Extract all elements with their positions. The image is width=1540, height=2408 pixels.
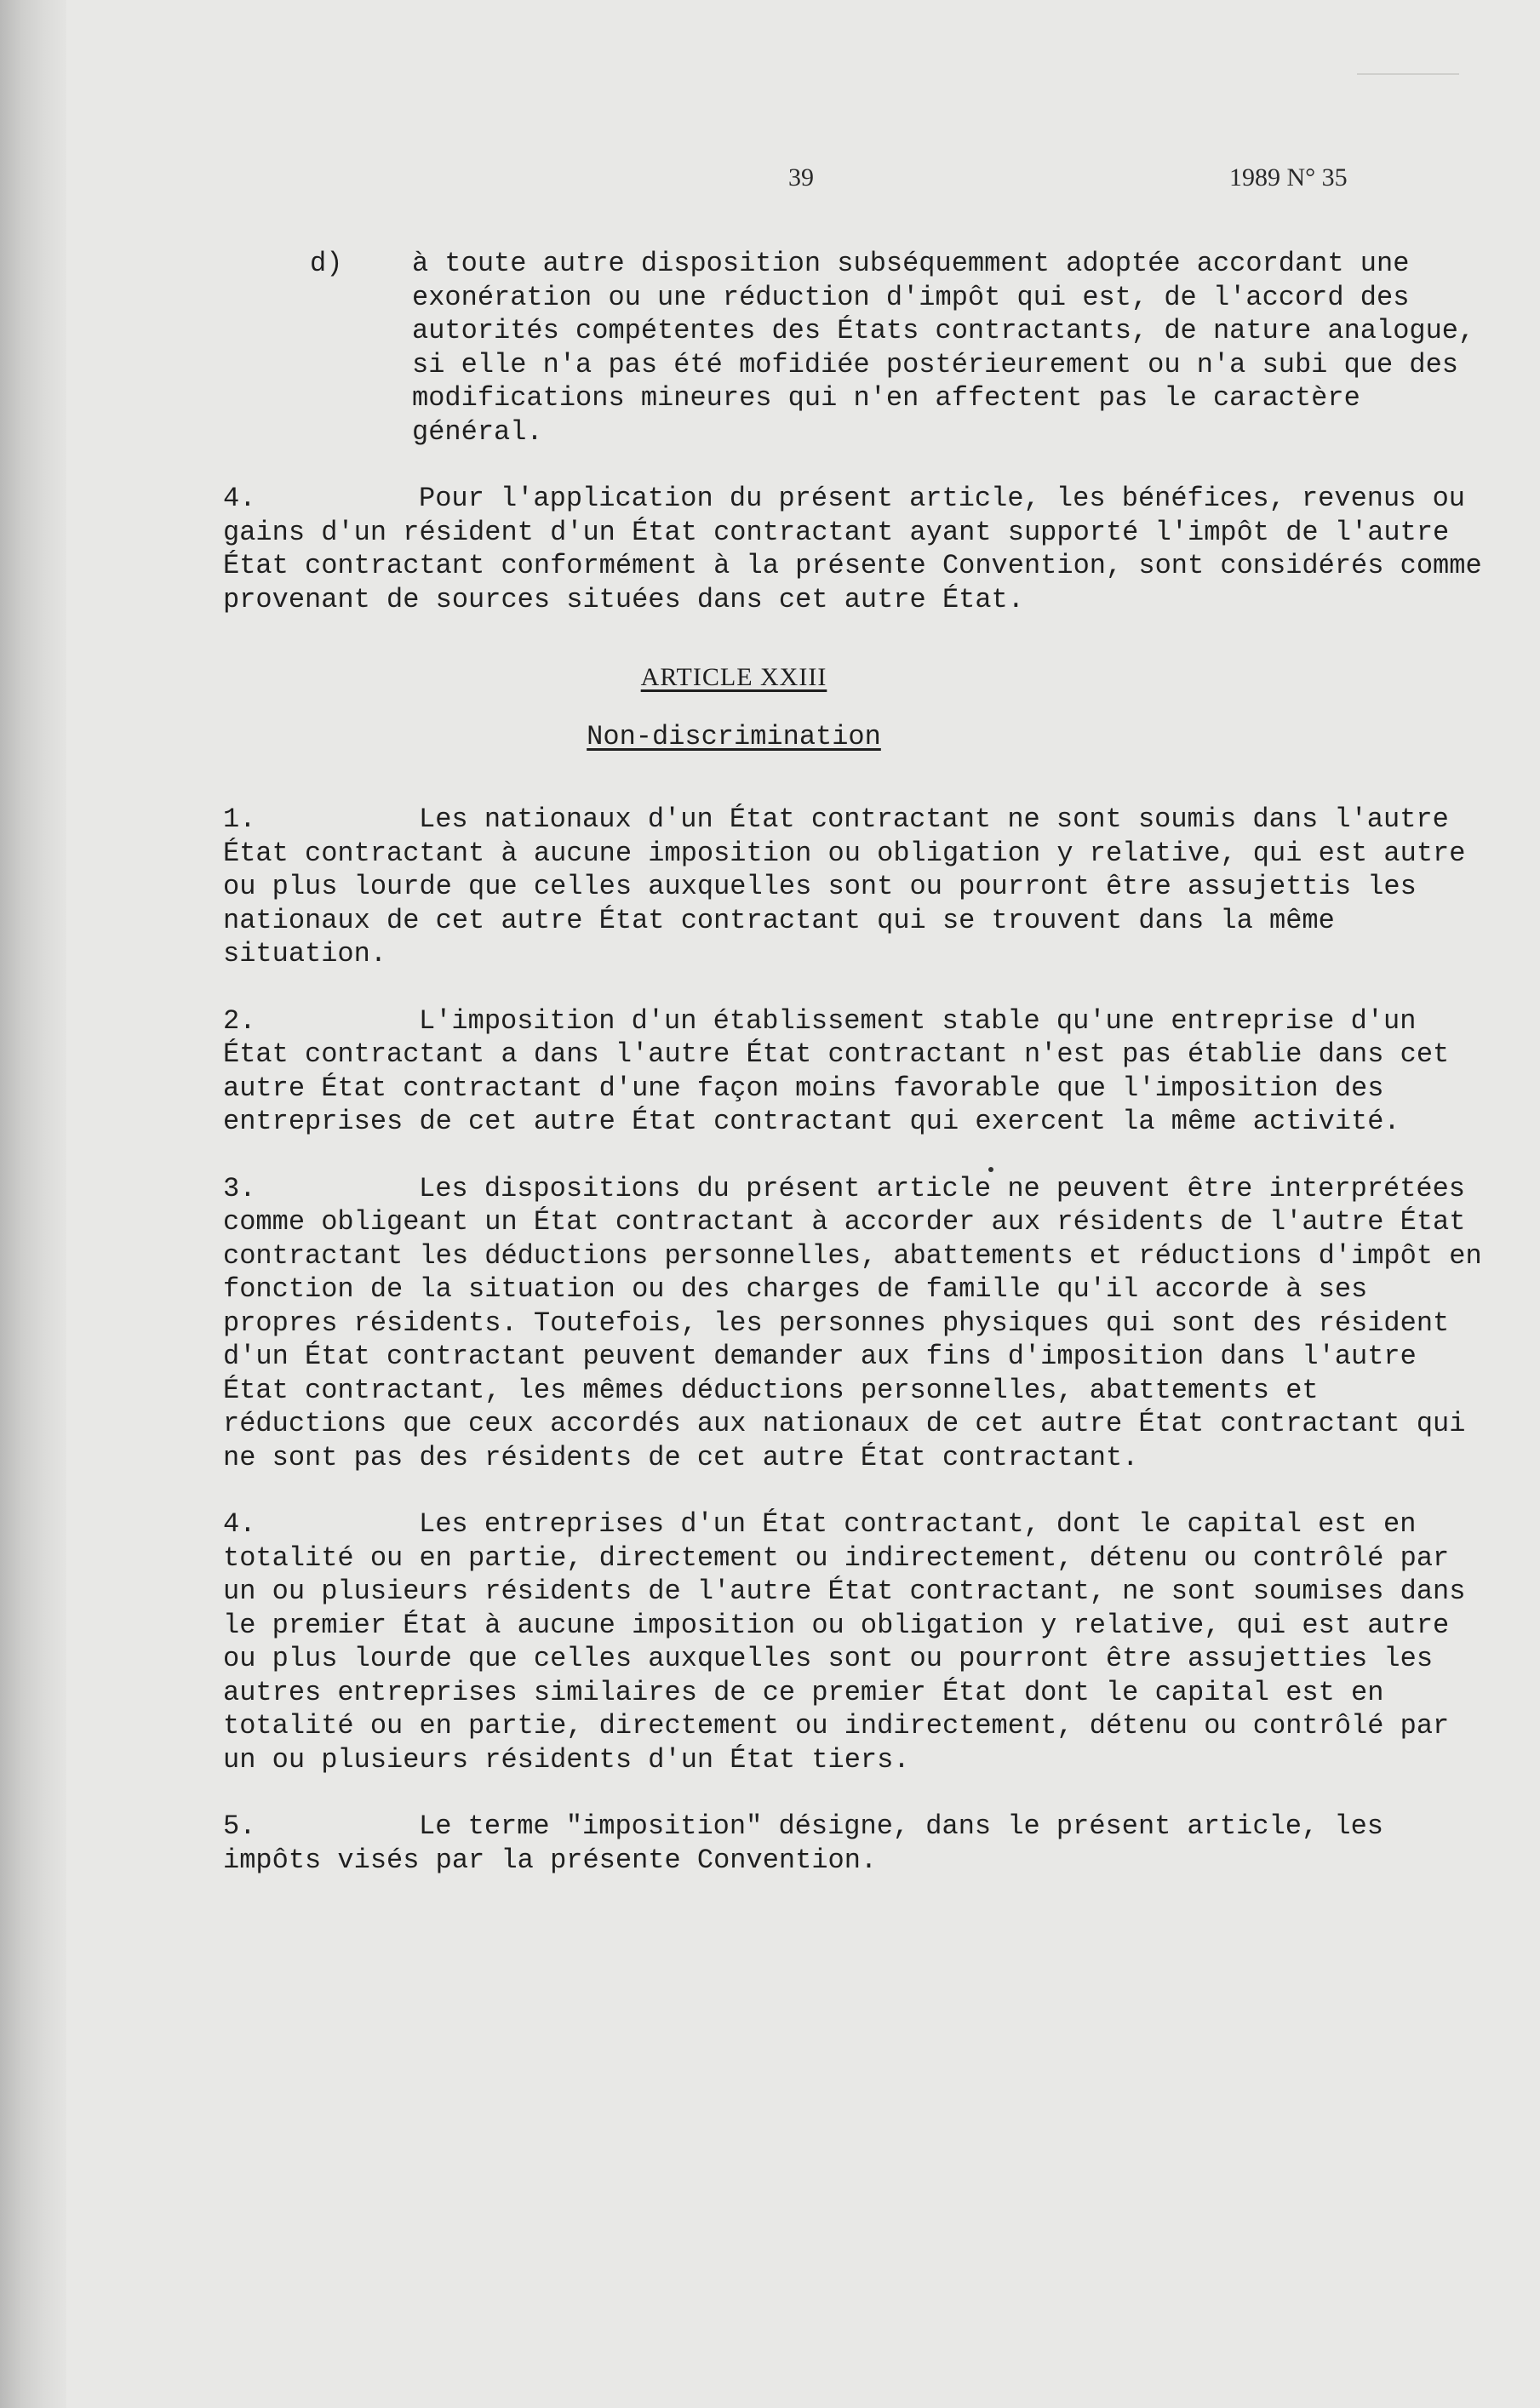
article-paragraph-4 [223,1507,1483,1776]
subparagraph-label: d) [310,248,343,279]
article-subtitle [223,720,1245,754]
article-title [223,661,1245,695]
article-title-text: ARTICLE XXIII [640,663,827,691]
paragraph-number: 4. [223,483,256,514]
bleed-through-mark [1357,73,1459,75]
document-reference: 1989 N° 35 [1229,163,1348,192]
paragraph-text: Les dispositions du présent article ne peuvent être interprétées comme obligeant un État contractant à accorder aux résidents de l'autre État contractant les déductions personnelles, abattements et réductions d'impôt en fonction de la situation ou des charges de famille qu'il accorde à ses propres résidents. Toutefois, les personnes physiques qui sont des résident d'un État contractant peuvent demander aux fins d'imposition dans l'autre État contractant, les mêmes déductions personnelles, abattements et réductions que ceux accordés aux nationaux de cet autre État contractant qui ne sont pas des résidents de cet autre État contractant. [223,1172,1482,1473]
page-number: 39 [788,163,814,192]
subparagraph-d [310,247,1483,449]
paragraph-text: Les nationaux d'un État contractant ne sont soumis dans l'autre État contractant à aucune imposition ou obligation y relative, qui est autre ou plus lourde que celles auxquelles sont ou pourront être assujettis les nationaux de cet autre État contractant qui se trouvent dans la même situation. [223,804,1466,969]
paragraph-text: Les entreprises d'un État contractant, dont le capital est en totalité ou en partie, directement ou indirectement, détenu ou contrôlé par un ou plusieurs résidents de l'autre État contractant, ne sont soumises dans le premier État à aucune imposition ou obligation y relative, qui est autre ou plus lourde que celles auxquelles sont ou pourront être assujetties les autres entreprises similaires de ce premier État dont le capital est en totalité ou en partie, directement ou indirectement, détenu ou contrôlé par un ou plusieurs résidents d'un État tiers. [223,1508,1466,1776]
paragraph-number: 3. [223,1172,256,1204]
stray-dot-mark [988,1167,993,1172]
article-paragraph-2 [223,1004,1483,1139]
article-paragraph-3 [223,1172,1483,1475]
paragraph-number: 2. [223,1004,256,1037]
article-paragraph-1 [223,803,1483,971]
paragraph-4 [223,482,1483,616]
subparagraph-text: à toute autre disposition subséquemment adoptée accordant une exonération ou une réduction d'impôt qui est, de l'accord des autorités compétentes des États contractants, de nature analogue, si elle n'a pas été mofidiée postérieurement ou n'a subi que des modifications mineures qui n'en affectent pas le caractère général. [412,248,1475,448]
paragraph-text: Pour l'application du présent article, les bénéfices, revenus ou gains d'un résident d'un État contractant ayant supporté l'impôt de l'autre État contractant conformément à la présente Convention, sont considérés comme provenant de sources situées dans cet autre État. [223,483,1482,615]
paragraph-number: 5. [223,1810,256,1842]
document-body [223,247,1483,1910]
paragraph-text: Le terme "imposition" désigne, dans le présent article, les impôts visés par la présente Convention. [223,1810,1383,1876]
paragraph-text: L'imposition d'un établissement stable qu'une entreprise d'un État contractant a dans l'autre État contractant n'est pas établie dans cet autre État contractant d'une façon moins favorable que l'imposition des entreprises de cet autre État contractant qui exercent la même activité. [223,1004,1450,1137]
article-subtitle-text: Non-discrimination [587,720,881,752]
scan-binding-edge [0,0,66,2408]
paragraph-number: 4. [223,1508,256,1540]
document-page [66,0,1540,2408]
paragraph-number: 1. [223,804,256,835]
article-paragraph-5 [223,1810,1483,1877]
